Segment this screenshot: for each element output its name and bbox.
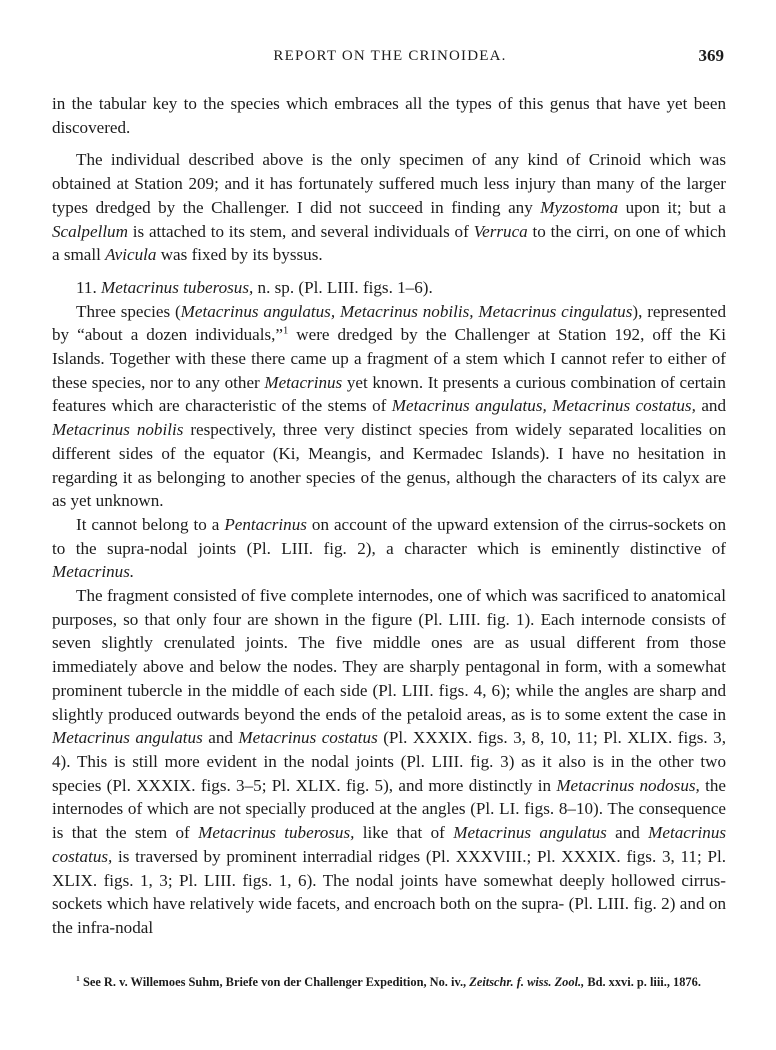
text-run: The individual described above is the only specimen of any kind of Crinoid which was obtained at Station 209; and it has fortunately suffered much less injury than many of the larger types dredged by the Challenger. I did not succeed in finding any — [52, 150, 726, 217]
species-name: Metacrinus — [264, 372, 343, 392]
paragraph-1 — [52, 92, 726, 139]
text-run: is traversed by prominent interradial ridges (Pl. XXXVIII.; Pl. XXXIX. figs. 3, 11; Pl. XLIX. figs. 1, 3; Pl. LIII. figs. 1, 6). The nodal joints have somewhat deeply hollowed cirrus-sockets which have relatively wide facets, and encroach both on the supra- (Pl. LIII. fig. 2) and on the infra-nodal — [52, 846, 726, 937]
running-head: REPORT ON THE CRINOIDEA. — [273, 48, 507, 64]
journal-name: Zeitschr. f. wiss. Zool., — [469, 975, 585, 989]
footnote — [52, 973, 726, 991]
species-name: Metacrinus angulatus — [52, 728, 203, 748]
article-body — [52, 92, 726, 940]
page-header — [52, 46, 728, 70]
text-run: respectively, three very distinct species from widely separated localities on different sides of the equator (Ki, Meangis, and Kermadec Islands). I have no hesitation in regarding it as belonging to another species of the genus, although the characters of its calyx are as yet unknown. — [52, 420, 726, 511]
text-run: Bd. xxvi. p. liii., 1876. — [584, 975, 701, 989]
text-run: Three species ( — [76, 301, 181, 321]
text-run: and — [606, 823, 649, 843]
text-run: the internodes of which are not specially produced at the angles (Pl. LI. figs. 8–10). The consequence is that the stem of — [52, 775, 726, 843]
footnote-marker: 1 — [76, 973, 80, 983]
text-run: like that of — [354, 823, 454, 843]
text-run: See R. v. Willemoes Suhm, Briefe von der Challenger Expedition, No. iv., — [79, 975, 470, 989]
page-number: 369 — [698, 46, 724, 65]
species-name: Scalpellum — [52, 221, 128, 241]
text-run: were dredged by the Challenger at Station 192, off the Ki Islands. Together with these there came up a fragment of a stem which I cannot refer to either of these species, nor to any other — [52, 325, 726, 392]
paragraph-5 — [52, 584, 726, 940]
species-name: Metacrinus angulatus, Metacrinus costatus, — [391, 396, 696, 416]
species-name: Metacrinus tuberosus, — [198, 823, 355, 843]
paragraph-3 — [52, 300, 726, 513]
paragraph-4 — [52, 513, 726, 584]
text-run: n. sp. (Pl. LIII. figs. 1–6). — [253, 277, 433, 297]
species-name: Verruca — [473, 221, 528, 241]
section-heading — [52, 276, 726, 300]
text-run: in the tabular key to the species which embraces all the types of this genus that have yet been discovered. — [52, 94, 726, 137]
text-run: (Pl. XXXIX. figs. 3, 8, 10, 11; Pl. XLIX. figs. 3, 4). This is still more evident in the nodal joints (Pl. LIII. fig. 3) as it also is in the other two species (Pl. XXXIX. figs. 3–5; Pl. XLIX. fig. 5), and more distinctly in — [52, 728, 726, 795]
species-name: Metacrinus. — [52, 562, 135, 582]
species-name: Metacrinus angulatus, Metacrinus nobilis, Metacrinus cingulatus — [180, 301, 633, 321]
text-run: was fixed by its byssus. — [156, 245, 323, 265]
species-name: Pentacrinus — [224, 514, 307, 534]
footnote-ref: 1 — [282, 325, 289, 337]
species-name: Avicula — [105, 245, 157, 265]
species-name: Metacrinus tuberosus, — [101, 277, 254, 297]
text-run: The fragment consisted of five complete internodes, one of which was sacrificed to anatomical purposes, so that only four are shown in the figure (Pl. LIII. fig. 1). Each internode consists of seven slightly crenulated joints. The five middle ones are as usual different from those immediately above and below the nodes. They are sharply pentagonal in form, with a somewhat prominent tubercle in the middle of each side (Pl. LIII. figs. 4, 6); while the angles are sharp and slightly produced outwards beyond the ends of the petaloid areas, as is to some extent the case in — [52, 586, 726, 724]
text-run: It cannot belong to a — [76, 514, 225, 534]
paragraph-2 — [52, 148, 726, 267]
text-run: on account of the upward extension of the cirrus-sockets on to the supra-nodal joints (Pl. LIII. fig. 2), a character which is eminently distinctive of — [52, 514, 727, 558]
heading-number: 11. — [76, 277, 102, 297]
species-name: Metacrinus nodosus, — [556, 775, 700, 795]
text-run: is attached to its stem, and several individuals of — [127, 221, 474, 241]
species-name: Metacrinus costatus — [238, 728, 378, 748]
text-run: to the cirri, on one of which a small — [52, 221, 726, 265]
text-run: upon it; but a — [618, 197, 727, 217]
species-name: Metacrinus angulatus — [453, 823, 607, 843]
species-name: Myzostoma — [540, 197, 619, 217]
text-run: and — [695, 396, 726, 416]
species-name: Metacrinus costatus, — [52, 823, 727, 866]
text-run: ), represented by “about a dozen individuals,” — [52, 301, 726, 345]
species-name: Metacrinus nobilis — [52, 420, 184, 440]
text-run: yet known. It presents a curious combination of certain features which are characteristic of the stems of — [52, 372, 726, 416]
text-run: and — [202, 728, 239, 748]
